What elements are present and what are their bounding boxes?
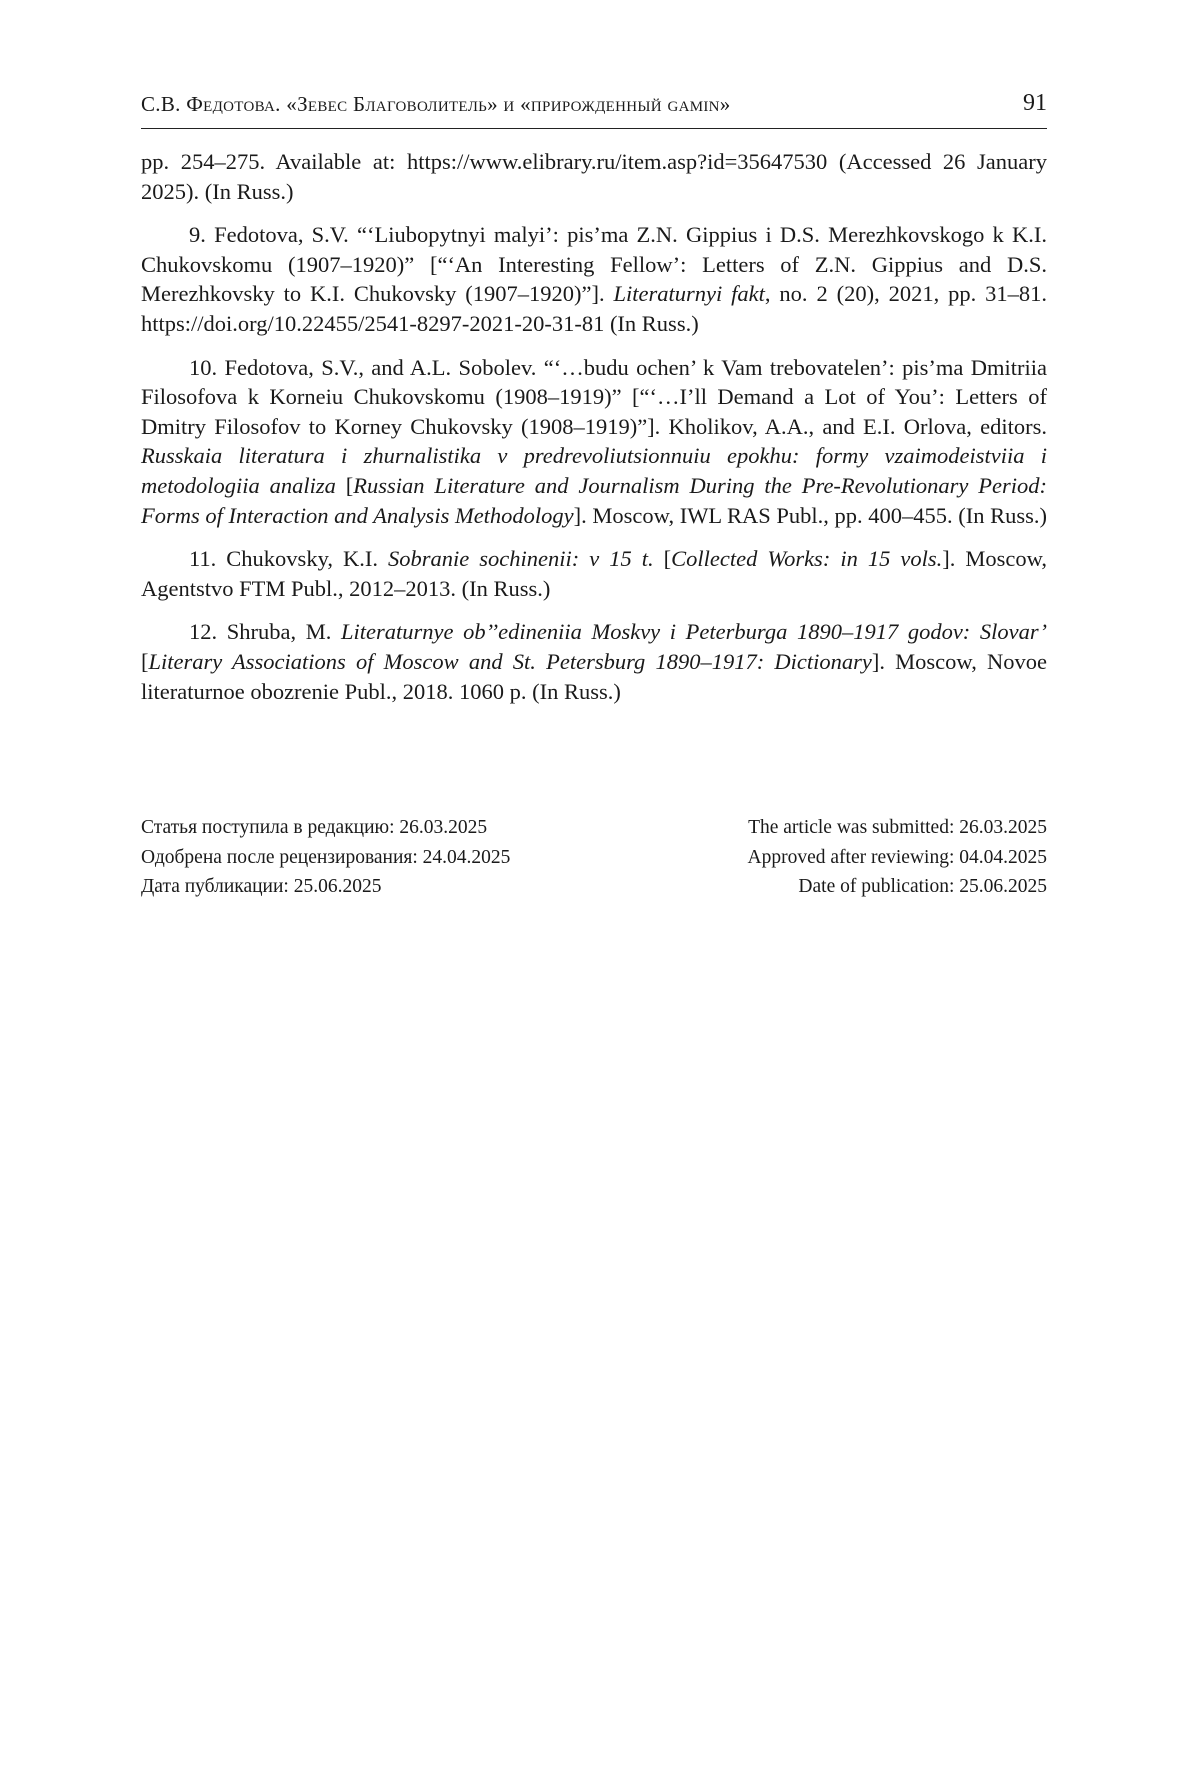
reference-11 xyxy=(141,544,1047,603)
reference-continuation xyxy=(141,147,1047,206)
reference-12 xyxy=(141,617,1047,706)
running-header xyxy=(141,88,1047,129)
reference-title-italic: Russian Literature and Journalism During the Pre-Revolutionary Period: Forms of Interaction and Analysis Methodology xyxy=(141,472,1047,528)
reference-text: 10. Fedotova, S.V., and A.L. Sobolev. “‘…budu ochen’ k Vam trebovatelen’: pis’ma Dmitriia Filosofova k Korneiu Chukovskomu (1908–1919)” [“‘…I’ll Demand a Lot of You’: Letters of Dmitry Filosofov to Korney Chukovsky (1908–1919)”]. Kholikov, A.A., and E.I. Orlova, editors. xyxy=(141,354,1047,439)
approved-date-en: Approved after reviewing: 04.04.2025 xyxy=(747,846,1047,868)
approved-date-ru: Одобрена после рецензирования: 24.04.2025 xyxy=(141,846,511,868)
reference-text: 9. Fedotova, S.V. “‘Liubopytnyi malyi’: pis’ma Z.N. Gippius i D.S. Merezhkovskogo k K.I. Chukovskomu (1907–1920)” [“‘An Interesting Fellow’: Letters of Z.N. Gippius and D.S. Merezhkovsky to K.I. Chukovsky (1907–1920)”]. xyxy=(141,222,1047,307)
reference-text: , no. 2 (20), 2021, pp. 31–81. https://doi.org/10.22455/2541-8297-2021-20-31-81 (In Russ.) xyxy=(141,281,1047,336)
reference-title-italic: Literary Associations of Moscow and St. Petersburg 1890–1917: Dictionary xyxy=(148,648,872,674)
reference-9 xyxy=(141,220,1047,338)
page-number: 91 xyxy=(1023,90,1047,116)
publication-date-ru: Дата публикации: 25.06.2025 xyxy=(141,876,382,897)
reference-title-italic: Russkaia literatura i zhurnalistika v predrevoliutsionnuiu epokhu: formy vzaimodeistviia i metodologiia analiza xyxy=(141,443,1047,498)
header-title: С.В. Федотова. «Зевес Благоволитель» и «прирожденный gamin» xyxy=(141,92,731,116)
reference-title-italic: Literaturnye ob’’edineniia Moskvy i Peterburga 1890–1917 godov: Slovar’ xyxy=(341,619,1047,645)
reference-text: 11. Chukovsky, K.I. xyxy=(189,546,388,572)
reference-text: ]. Moscow, IWL RAS Publ., pp. 400–455. (In Russ.) xyxy=(573,502,1047,528)
publication-dates xyxy=(141,813,1047,902)
reference-text: ]. Moscow, Agentstvo FTM Publ., 2012–2013. (In Russ.) xyxy=(141,546,1048,601)
references-list xyxy=(141,147,1047,720)
date-row-submitted xyxy=(141,813,1047,843)
reference-10 xyxy=(141,353,1047,531)
reference-text: [ xyxy=(141,648,149,674)
reference-text: 12. Shruba, M. xyxy=(189,619,341,645)
reference-text: pp. 254–275. Available at: https://www.elibrary.ru/item.asp?id=35647530 (Accessed 26 January 2025). (In Russ.) xyxy=(141,149,1047,204)
submitted-date-ru: Статья поступила в редакцию: 26.03.2025 xyxy=(141,817,488,838)
reference-title-italic: Sobranie sochinenii: v 15 t. xyxy=(388,546,654,572)
date-row-approved xyxy=(141,843,1047,873)
reference-title-italic: Collected Works: in 15 vols. xyxy=(671,546,943,572)
reference-text: [ xyxy=(335,472,354,498)
submitted-date-en: The article was submitted: 26.03.2025 xyxy=(748,817,1047,838)
publication-date-en: Date of publication: 25.06.2025 xyxy=(798,876,1047,897)
reference-title-italic: Literaturnyi fakt xyxy=(613,281,765,307)
reference-text: ]. Moscow, Novoe literaturnoe obozrenie Publ., 2018. 1060 p. (In Russ.) xyxy=(141,648,1048,704)
reference-text: [ xyxy=(653,546,672,572)
date-row-published xyxy=(141,872,1047,902)
